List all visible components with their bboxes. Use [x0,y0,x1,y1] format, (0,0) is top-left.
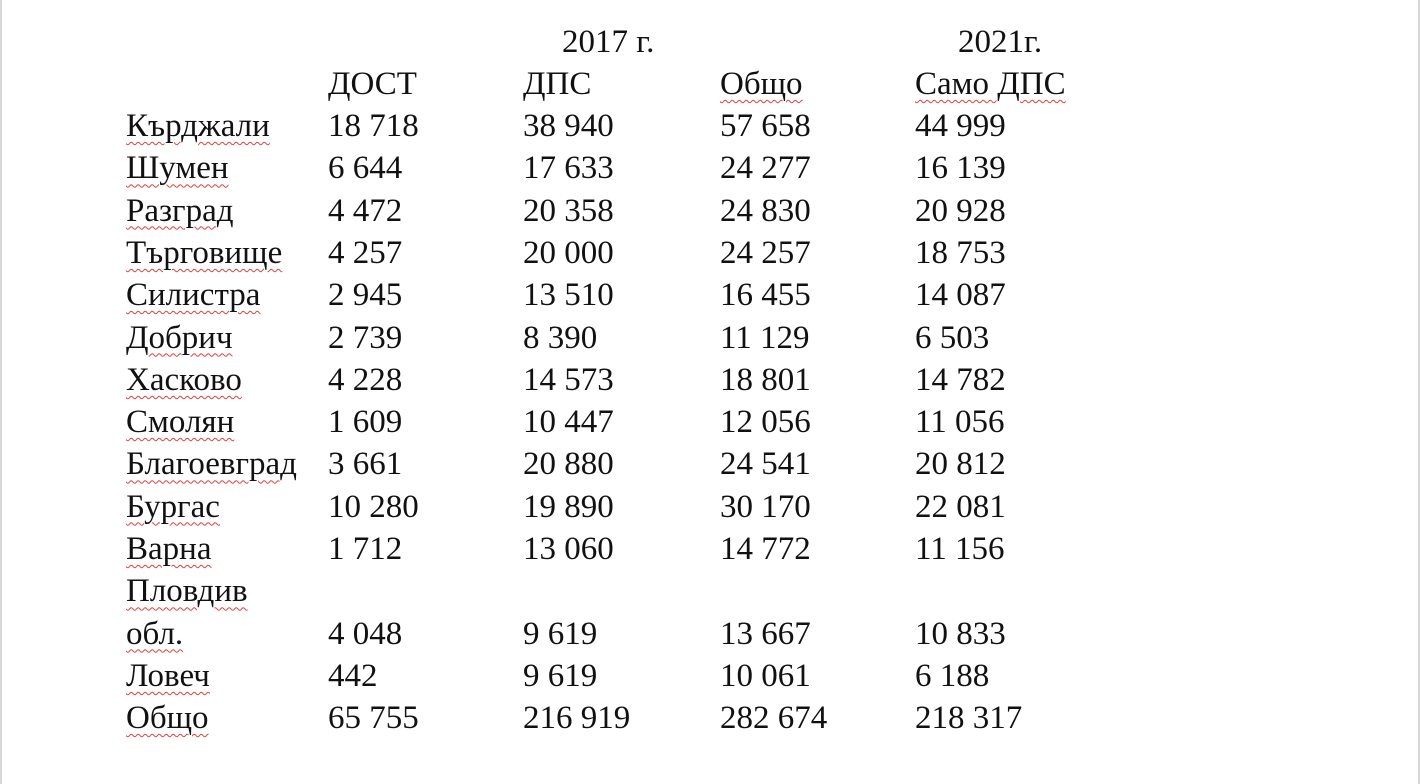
table-cell: 30 170 [720,488,811,525]
table-cell: 65 755 [328,700,419,737]
row-label: Варна [126,531,212,567]
column-header-total: Общо [720,66,803,102]
table-cell: 11 056 [915,404,1005,441]
row-label: Благоевград [126,446,297,483]
table-cell: 22 081 [915,488,1006,525]
row-label-line: обл. [126,615,184,652]
table-cell: 24 830 [720,192,811,229]
row-label: Смолян [126,404,235,441]
table-cell: 6 644 [328,150,403,187]
table-cell: 24 541 [720,446,811,483]
row-label: Търговище [126,234,283,271]
table-cell: 282 674 [720,700,828,737]
left-edge-line [0,0,2,784]
table-cell: 20 000 [523,234,614,271]
year-header-2017: 2017 г. [562,24,655,60]
table-cell: 57 658 [720,108,811,144]
table-cell: 24 257 [720,234,811,271]
table-cell: 4 228 [328,361,403,398]
table-cell: 1 609 [328,404,403,441]
row-label: Общо [126,700,209,737]
column-header-dost: ДОСТ [328,66,417,102]
table-cell: 19 890 [523,488,614,525]
table-cell: 17 633 [523,150,614,187]
table-cell: 216 919 [523,700,631,737]
table-cell: 10 447 [523,404,614,441]
table-cell: 18 753 [915,234,1006,271]
table-cell: 16 455 [720,277,811,314]
table-cell: 20 812 [915,446,1006,483]
table-cell: 442 [328,657,378,694]
row-label: Ловеч [126,657,210,694]
table-cell: 10 833 [915,615,1006,652]
table-cell: 3 661 [328,446,403,483]
row-label: Силистра [126,277,261,314]
table-cell: 20 928 [915,192,1006,229]
row-label-line: Пловдив [126,573,248,610]
table-cell: 16 139 [915,150,1006,187]
table-cell: 4 048 [328,615,403,652]
table-cell: 20 880 [523,446,614,483]
table-cell: 13 667 [720,615,811,652]
column-header-only-dps: Само ДПС [915,66,1066,102]
row-label: Хасково [126,361,242,398]
table-cell: 18 801 [720,361,811,398]
table-cell: 10 061 [720,657,811,694]
table-cell: 14 772 [720,531,811,567]
table-cell: 44 999 [915,108,1006,144]
row-label: Шумен [126,150,229,187]
table-cell: 2 945 [328,277,403,314]
table-cell: 13 060 [523,531,614,567]
row-label: Кърджали [126,108,270,144]
table-cell: 38 940 [523,108,614,144]
table-cell: 11 156 [915,531,1005,567]
table-cell: 10 280 [328,488,419,525]
year-header-2021: 2021г. [958,24,1043,60]
table-cell: 14 573 [523,361,614,398]
table-cell: 218 317 [915,700,1023,737]
row-label: Бургас [126,488,220,525]
table-cell: 13 510 [523,277,614,314]
table-cell: 14 087 [915,277,1006,314]
table-cell: 9 619 [523,657,598,694]
table-cell: 18 718 [328,108,419,144]
table-cell: 6 503 [915,319,990,356]
table-cell: 9 619 [523,615,598,652]
table-cell: 24 277 [720,150,811,187]
table-cell: 6 188 [915,657,990,694]
table-cell: 4 257 [328,234,403,271]
table-cell: 20 358 [523,192,614,229]
table-cell: 8 390 [523,319,598,356]
column-header-dps: ДПС [523,66,592,102]
table-cell: 11 129 [720,319,810,356]
table-cell: 12 056 [720,404,811,441]
table-cell: 2 739 [328,319,403,356]
table-cell: 1 712 [328,531,403,567]
row-label: Разград [126,192,234,229]
table-cell: 4 472 [328,192,403,229]
row-label: Добрич [126,319,233,356]
table-cell: 14 782 [915,361,1006,398]
